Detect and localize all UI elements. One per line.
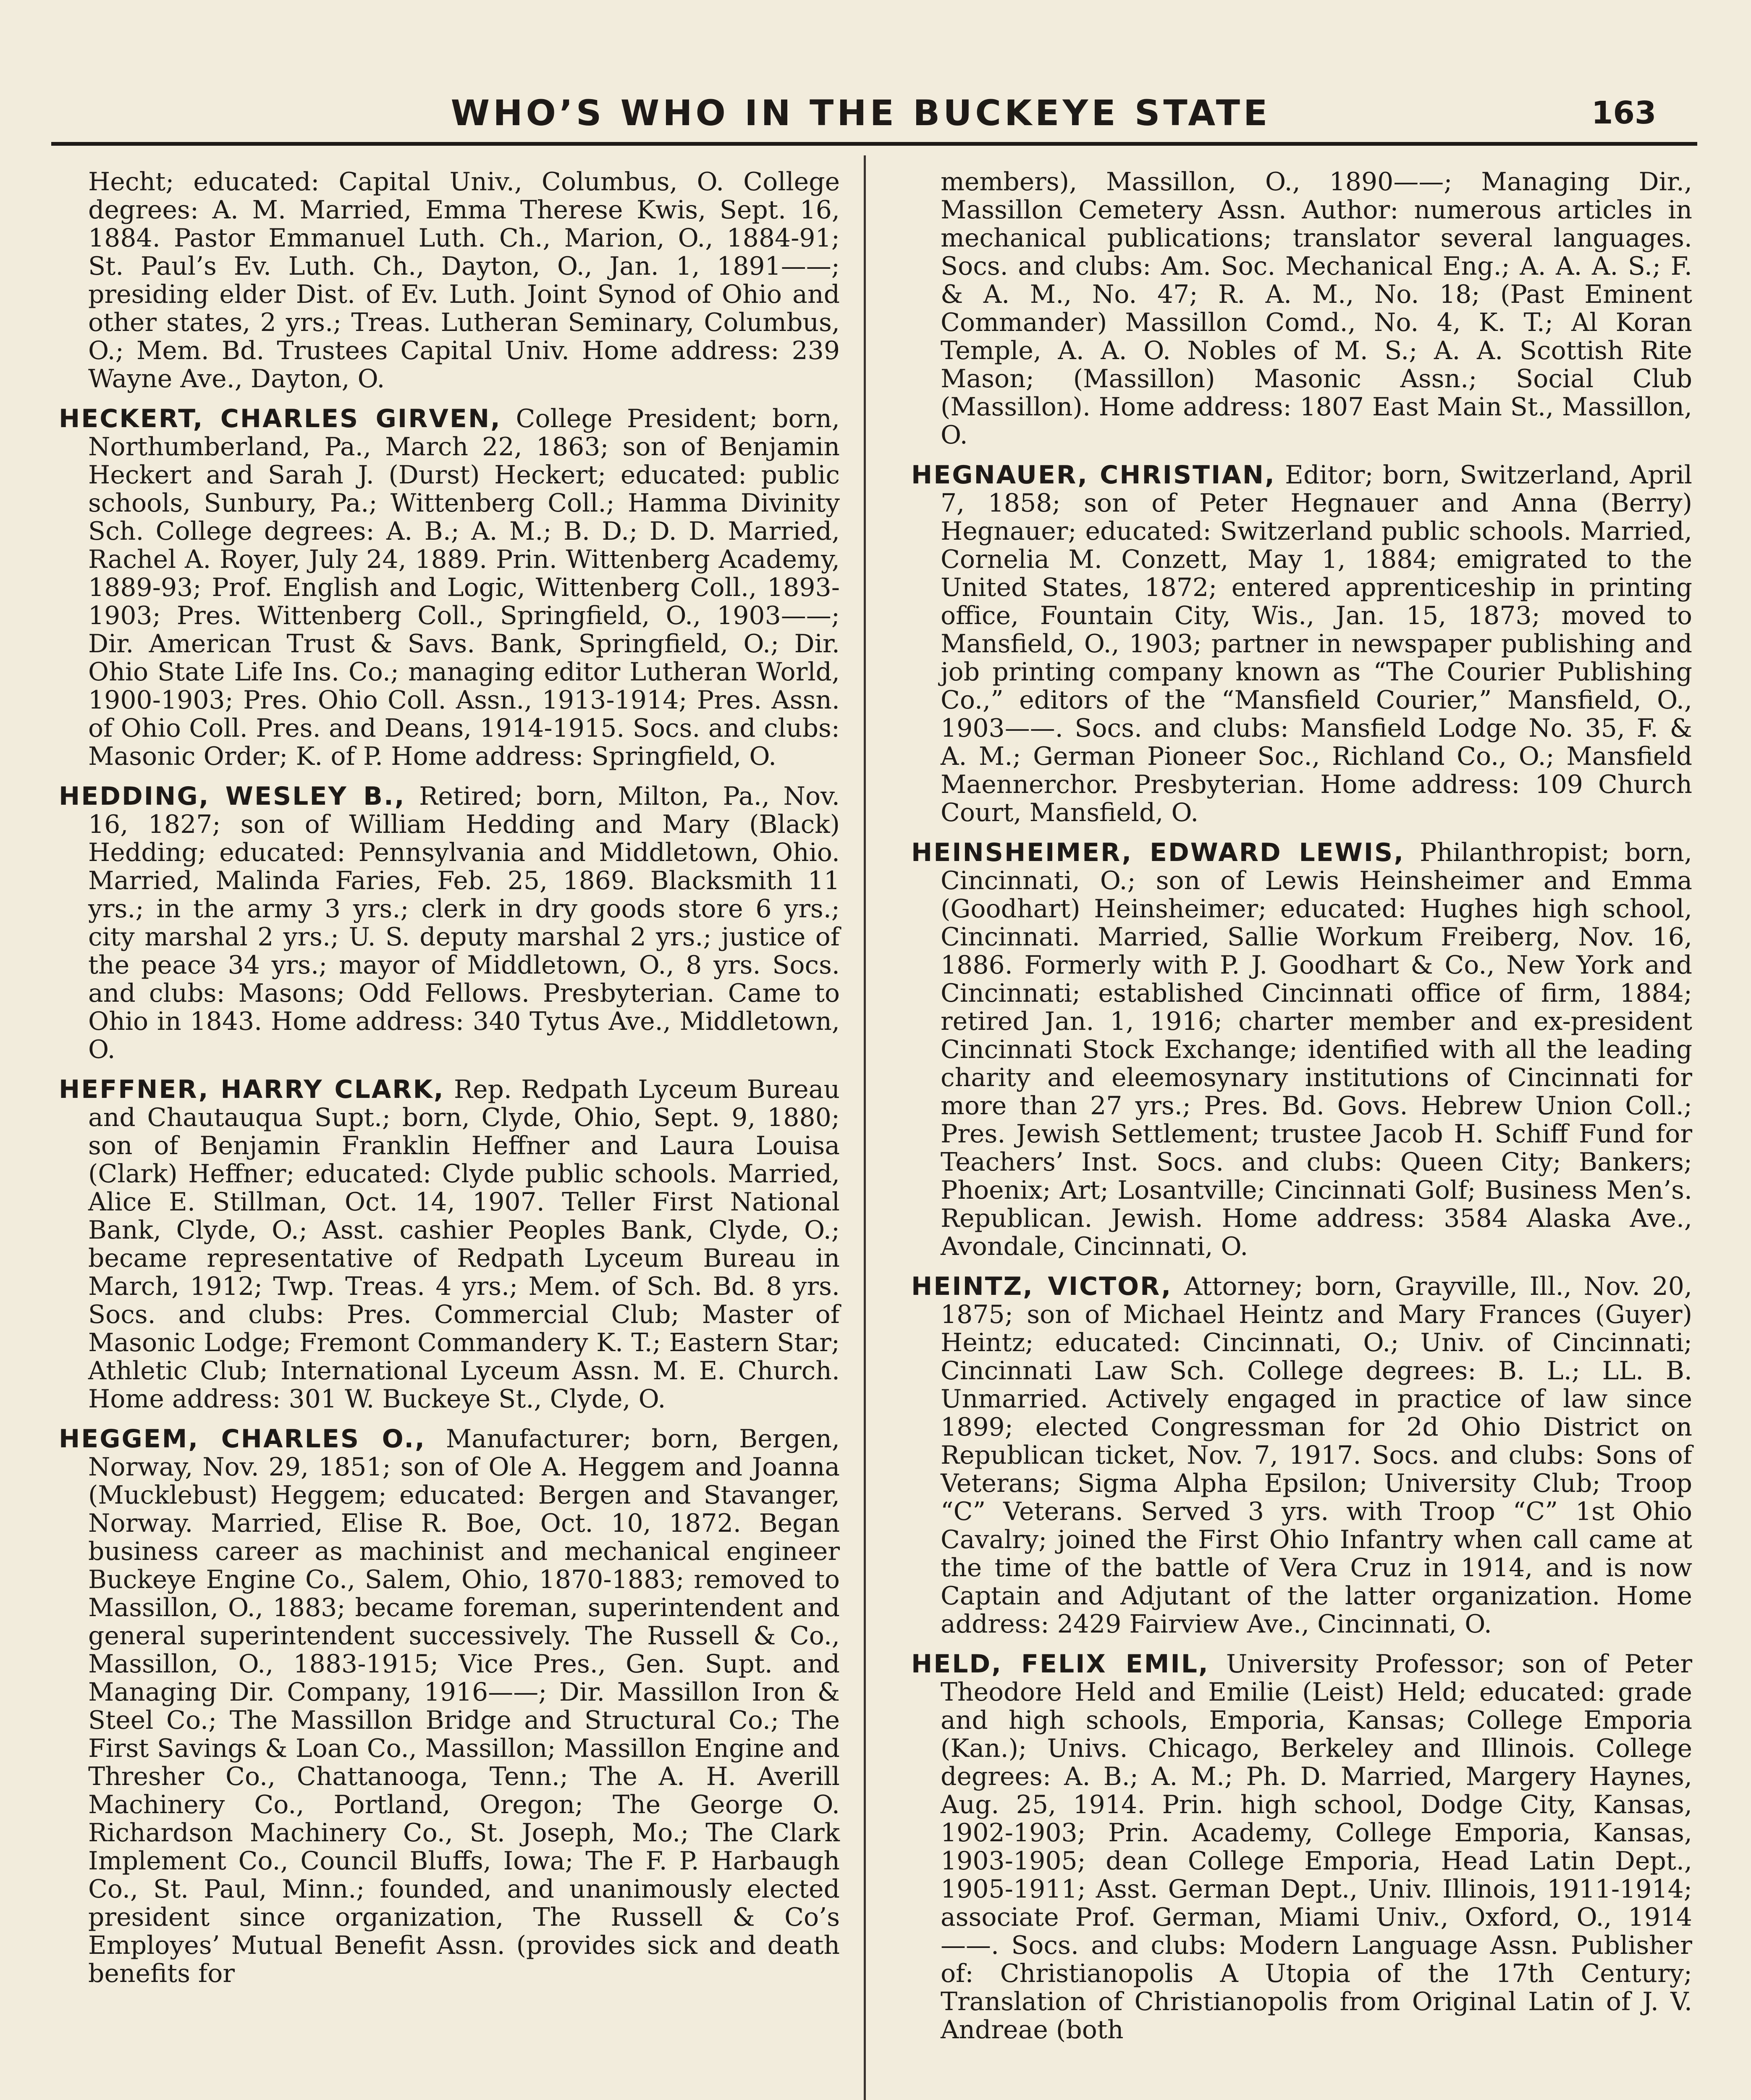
entry-text: College President; born, Northumberland, Pa., March 22, 1863; son of Benjamin Heckert and Sarah J. (Durst) Heckert; educated: public schools, Sunbury, Pa.; Wittenberg Coll.; Hamma Divinity Sch. College degrees: A. B.; A. M.; B. D.; D. D. Married, Rachel A. Royer, July 24, 1889. Prin. Wittenberg Academy, 1889-93; Prof. English and Logic, Wittenberg Coll., 1893-1903; Pres. Wittenberg Coll., Springfield, O., 1903——; Dir. American Trust & Savs. Bank, Springfield, O.; Dir. Ohio State Life Ins. Co.; managing editor Lutheran World, 1900-1903; Pres. Ohio Coll. Assn., 1913-1914; Pres. Assn. of Ohio Coll. Pres. and Deans, 1914-1915. Socs. and clubs: Masonic Order; K. of P. Home address: Springfield, O. (88, 404, 840, 771)
biography-entry-hegnauer (911, 461, 1692, 827)
entry-text: Philanthropist; born, Cincinnati, O.; son of Lewis Heinsheimer and Emma (Goodhart) Heinsheimer; educated: Hughes high school, Cincinnati. Married, Sallie Workum Freiberg, Nov. 16, 1886. Formerly with P. J. Goodhart & Co., New York and Cincinnati; established Cincinnati office of firm, 1884; retired Jan. 1, 1916; charter member and ex-president Cincinnati Stock Exchange; identified with all the leading charity and eleemosynary institutions of Cincinnati for more than 27 yrs.; Pres. Bd. Govs. Hebrew Union Coll.; Pres. Jewish Settlement; trustee Jacob H. Schiff Fund for Teachers’ Inst. Socs. and clubs: Queen City; Bankers; Phoenix; Art; Losantville; Cincinnati Golf; Business Men’s. Republican. Jewish. Home address: 3584 Alaska Ave., Avondale, Cincinnati, O. (941, 838, 1692, 1261)
biography-entry-heckert (59, 405, 840, 771)
entry-text: Editor; born, Switzerland, April 7, 1858; son of Peter Hegnauer and Anna (Berry) Hegnauer; educated: Switzerland public schools. Married, Cornelia M. Conzett, May 1, 1884; emigrated to the United States, 1872; entered apprenticeship in printing office, Fountain City, Wis., Jan. 15, 1873; moved to Mansfield, O., 1903; partner in newspaper publishing and job printing company known as “The Courier Publishing Co.,” editors of the “Mansfield Courier,” Mansfield, O., 1903——. Socs. and clubs: Mansfield Lodge No. 35, F. & A. M.; German Pioneer Soc., Richland Co., O.; Mansfield Maennerchor. Presbyterian. Home address: 109 Church Court, Mansfield, O. (941, 460, 1692, 827)
running-head: WHO’S WHO IN THE BUCKEYE STATE (451, 92, 1271, 134)
entry-text: Rep. Redpath Lyceum Bureau and Chautauqua Supt.; born, Clyde, Ohio, Sept. 9, 1880; son of Benjamin Franklin Heffner and Laura Louisa (Clark) Heffner; educated: Clyde public schools. Married, Alice E. Stillman, Oct. 14, 1907. Teller First National Bank, Clyde, O.; Asst. cashier Peoples Bank, Clyde, O.; became representative of Redpath Lyceum Bureau in March, 1912; Twp. Treas. 4 yrs.; Mem. of Sch. Bd. 8 yrs. Socs. and clubs: Pres. Commercial Club; Master of Masonic Lodge; Fremont Commandery K. T.; Eastern Star; Athletic Club; International Lyceum Assn. M. E. Church. Home address: 301 W. Buckeye St., Clyde, O. (88, 1075, 840, 1414)
biography-entry-hedding (59, 782, 840, 1064)
entry-text: Retired; born, Milton, Pa., Nov. 16, 1827; son of William Hedding and Mary (Black) Hedding; educated: Pennsylvania and Middletown, Ohio. Married, Malinda Faries, Feb. 25, 1869. Blacksmith 11 yrs.; in the army 3 yrs.; clerk in dry goods store 6 yrs.; city marshal 2 yrs.; U. S. deputy marshal 2 yrs.; justice of the peace 34 yrs.; mayor of Middletown, O., 8 yrs. Socs. and clubs: Masons; Odd Fellows. Presbyterian. Came to Ohio in 1843. Home address: 340 Tytus Ave., Middletown, O. (88, 782, 840, 1064)
biography-entry-held (911, 1650, 1692, 2044)
left-column (59, 168, 840, 2000)
entry-text: Attorney; born, Grayville, Ill., Nov. 20, 1875; son of Michael Heintz and Mary Frances (Guyer) Heintz; educated: Cincinnati, O.; Univ. of Cincinnati; Cincinnati Law Sch. College degrees: B. L.; LL. B. Unmarried. Actively engaged in practice of law since 1899; elected Congressman for 2d Ohio District on Republican ticket, Nov. 7, 1917. Socs. and clubs: Sons of Veterans; Sigma Alpha Epsilon; University Club; Troop “C” Veterans. Served 3 yrs. with Troop “C” 1st Ohio Cavalry; joined the First Ohio Infantry when call came at the time of the battle of Vera Cruz in 1914, and is now Captain and Adjutant of the latter organization. Home address: 2429 Fairview Ave., Cincinnati, O. (941, 1272, 1692, 1639)
right-column (911, 168, 1692, 2056)
entry-name: HECKERT, CHARLES GIRVEN, (59, 404, 501, 433)
biography-entry-heintz (911, 1273, 1692, 1638)
entry-name: HEGGEM, CHARLES O., (59, 1424, 426, 1454)
biography-entry-continued: Hecht; educated: Capital Univ., Columbus, O. College degrees: A. M. Married, Emma Therese Kwis, Sept. 16, 1884. Pastor Emmanuel Luth. Ch., Marion, O., 1884-91; St. Paul’s Ev. Luth. Ch., Dayton, O., Jan. 1, 1891——; presiding elder Dist. of Ev. Luth. Joint Synod of Ohio and other states, 2 yrs.; Treas. Lutheran Seminary, Columbus, O.; Mem. Bd. Trustees Capital Univ. Home address: 239 Wayne Ave., Dayton, O. (88, 167, 840, 394)
entry-name: HELD, FELIX EMIL, (911, 1649, 1209, 1679)
entry-name: HEDDING, WESLEY B., (59, 782, 406, 811)
biography-entry-continued: members), Massillon, O., 1890——; Managing Dir., Massillon Cemetery Assn. Author: numerous articles in mechanical publications; translator several languages. Socs. and clubs: Am. Soc. Mechanical Eng.; A. A. A. S.; F. & A. M., No. 47; R. A. M., No. 18; (Past Eminent Commander) Massillon Comd., No. 4, K. T.; Al Koran Temple, A. A. O. Nobles of M. S.; A. A. Scottish Rite Mason; (Massillon) Masonic Assn.; Social Club (Massillon). Home address: 1807 East Main St., Massillon, O. (941, 167, 1692, 450)
entry-text: Manufacturer; born, Bergen, Norway, Nov. 29, 1851; son of Ole A. Heggem and Joanna (Mucklebust) Heggem; educated: Bergen and Stavanger, Norway. Married, Elise R. Boe, Oct. 10, 1872. Began business career as machinist and mechanical engineer Buckeye Engine Co., Salem, Ohio, 1870-1883; removed to Massillon, O., 1883; became foreman, superintendent and general superintendent successively. The Russell & Co., Massillon, O., 1883-1915; Vice Pres., Gen. Supt. and Managing Dir. Company, 1916——; Dir. Massillon Iron & Steel Co.; The Massillon Bridge and Structural Co.; The First Savings & Loan Co., Massillon; Massillon Engine and Thresher Co., Chattanooga, Tenn.; The A. H. Averill Machinery Co., Portland, Oregon; The George O. Richardson Machinery Co., St. Joseph, Mo.; The Clark Implement Co., Council Bluffs, Iowa; The F. P. Harbaugh Co., St. Paul, Minn.; founded, and unanimously elected president since organization, The Russell & Co’s Employes’ Mutual Benefit Assn. (provides sick and death benefits for (88, 1424, 840, 1988)
biography-entry-heinsheimer (911, 839, 1692, 1261)
entry-text: University Professor; son of Peter Theodore Held and Emilie (Leist) Held; educated: grade and high schools, Emporia, Kansas; College Emporia (Kan.); Univs. Chicago, Berkeley and Illinois. College degrees: A. B.; A. M.; Ph. D. Married, Margery Haynes, Aug. 25, 1914. Prin. high school, Dodge City, Kansas, 1902-1903; Prin. Academy, College Emporia, Kansas, 1903-1905; dean College Emporia, Head Latin Dept., 1905-1911; Asst. German Dept., Univ. Illinois, 1911-1914; associate Prof. German, Miami Univ., Oxford, O., 1914——. Socs. and clubs: Modern Language Assn. Publisher of: Christianopolis A Utopia of the 17th Century; Translation of Christianopolis from Original Latin of J. V. Andreae (both (941, 1649, 1692, 2045)
header-rule (51, 142, 1697, 146)
entry-name: HEFFNER, HARRY CLARK, (59, 1075, 445, 1104)
biography-entry-heggem (59, 1425, 840, 1988)
column-divider (864, 155, 866, 2100)
page-number: 163 (1591, 95, 1657, 131)
entry-name: HEINTZ, VICTOR, (911, 1272, 1172, 1301)
biography-entry-heffner (59, 1076, 840, 1413)
entry-name: HEINSHEIMER, EDWARD LEWIS, (911, 838, 1405, 867)
entry-name: HEGNAUER, CHRISTIAN, (911, 460, 1276, 490)
